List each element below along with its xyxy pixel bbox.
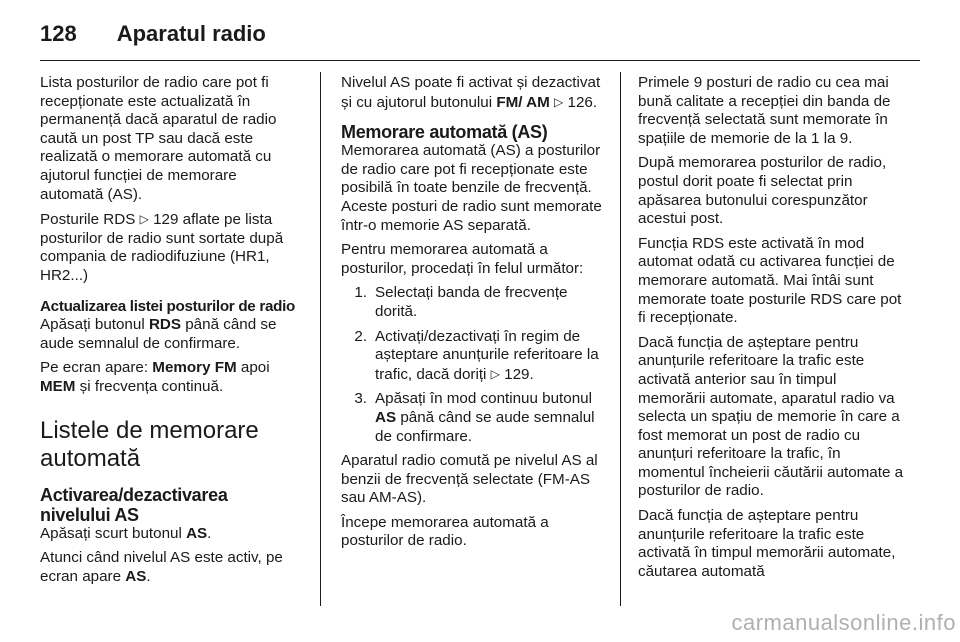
triangle-right-outline-icon: ▷: [554, 94, 564, 109]
display-text: Memory FM: [152, 359, 237, 377]
paragraph: Funcția RDS este activată în mod automat odată cu activarea funcției de memorare automată. Mai întâi sunt memorate toate posturile RDS care pot fi recepționate.: [638, 234, 902, 327]
text: .: [146, 567, 151, 585]
text: Apăsați scurt butonul: [40, 524, 187, 542]
text: și frecvența continuă.: [75, 377, 224, 395]
text: .: [207, 524, 212, 542]
step-text: [375, 328, 603, 385]
page-reference-link[interactable]: 129: [153, 211, 179, 229]
step-text: [375, 390, 603, 446]
step-number: 2.: [354, 327, 367, 345]
paragraph: [40, 316, 302, 353]
steps-list: [341, 284, 603, 446]
column-1: [40, 74, 302, 592]
paragraph: Lista posturilor de radio care pot fi recepționate este actualizată în permanență dacă aparatul de radio caută un post TP sau dacă este realizată o memorare automată cu ajutorul funcției de memorare automată (AS).: [40, 74, 277, 203]
column-2: [341, 74, 603, 557]
paragraph: [40, 549, 302, 586]
text: până când se aude semnalul de confirmare.: [40, 316, 277, 352]
chapter-title: Aparatul radio: [116, 21, 266, 46]
display-text: MEM: [40, 377, 76, 395]
button-label-as: AS: [186, 524, 208, 542]
list-item: [341, 284, 603, 321]
column-divider: [620, 72, 621, 606]
paragraph: Aparatul radio comută pe nivelul AS al benzii de frecvență selectate (FM-AS sau AM-AS).: [341, 452, 598, 507]
paragraph: Primele 9 posturi de radio cu cea mai bună calitate a recepției din banda de frecvență selectată sunt memorate în spațiile de memorie de la 1 la 9.: [638, 74, 891, 147]
page-reference-link[interactable]: 126: [567, 93, 593, 111]
text: apoi: [236, 359, 270, 377]
text: Nivelul AS poate fi activat și dezactivat și cu ajutorul butonului: [341, 74, 601, 111]
paragraph: [40, 359, 302, 396]
paragraph: Dacă funcția de așteptare pentru anunțurile referitoare la trafic este activată în timpul memorării automate, căutarea automată: [638, 507, 896, 580]
text: Pe ecran apare:: [40, 359, 153, 377]
paragraph: Memorarea automată (AS) a posturilor de radio care pot fi recepționate este posibilă în toate benzile de frecvență. Aceste posturi de radio sunt memorate într-o memorie AS separată.: [341, 142, 602, 234]
section-heading: Listele de memorare automată: [40, 416, 259, 472]
watermark: carmanualsonline.info: [731, 610, 956, 635]
step-number: 3.: [354, 390, 367, 408]
list-item: [341, 390, 603, 446]
paragraph: [341, 74, 603, 112]
list-item: [341, 328, 603, 385]
header-rule: [40, 60, 920, 61]
paragraph: Începe memorarea automată a posturilor de radio.: [341, 513, 549, 550]
heading: Activarea/dezactivarea nivelului AS: [40, 484, 228, 525]
text: până când se aude semnalul de confirmare.: [375, 408, 595, 445]
paragraph: [40, 210, 302, 285]
text: Apăsați butonul: [40, 316, 149, 334]
text: .: [529, 365, 534, 383]
heading: Memorare automată (AS): [341, 122, 548, 143]
page-reference-link[interactable]: 129: [504, 365, 530, 383]
step-number: 1.: [354, 284, 367, 302]
step-text: Selectați banda de frecvențe dorită.: [375, 284, 568, 320]
text: Atunci când nivelul AS este activ, pe ecran apare: [40, 549, 283, 585]
column-divider: [320, 72, 321, 606]
page-header: [40, 14, 266, 54]
paragraph: Pentru memorarea automată a posturilor, procedați în felul următor:: [341, 241, 584, 277]
triangle-right-outline-icon: ▷: [139, 212, 149, 227]
triangle-right-outline-icon: ▷: [490, 366, 500, 381]
text: aflate pe lista posturilor de radio sunt sortate după compania de radiodifuziune (HR1, HR2...): [40, 211, 284, 284]
text: .: [592, 93, 598, 111]
sub-heading: Actualizarea listei posturilor de radio: [40, 297, 295, 315]
page-number: 128: [40, 21, 77, 46]
paragraph: [40, 525, 302, 544]
column-3: [638, 74, 904, 587]
paragraph: Dacă funcția de așteptare pentru anunțurile referitoare la trafic este activată anterior sau în timpul memorării automate, aparatul radio va selecta un spațiu de memorie în care a fost memorat un post de radio cu anunțuri referitoare la trafic, în momentul încheierii căutării automate a posturilor de radio.: [638, 333, 904, 500]
paragraph: După memorarea posturilor de radio, postul dorit poate fi selectat prin apăsarea butonului corespunzător acestui post.: [638, 154, 887, 228]
text: Apăsați în mod continuu butonul: [375, 390, 592, 408]
text: Activați/dezactivați în regim de așteptare anunțurile referitoare la trafic, dacă doriți: [375, 327, 599, 383]
button-label-rds: RDS: [148, 316, 182, 334]
button-label-as: AS: [375, 408, 397, 426]
button-label-fm-am: FM/ AM: [496, 93, 550, 111]
text: Posturile RDS: [40, 211, 140, 229]
display-text: AS: [125, 567, 147, 585]
